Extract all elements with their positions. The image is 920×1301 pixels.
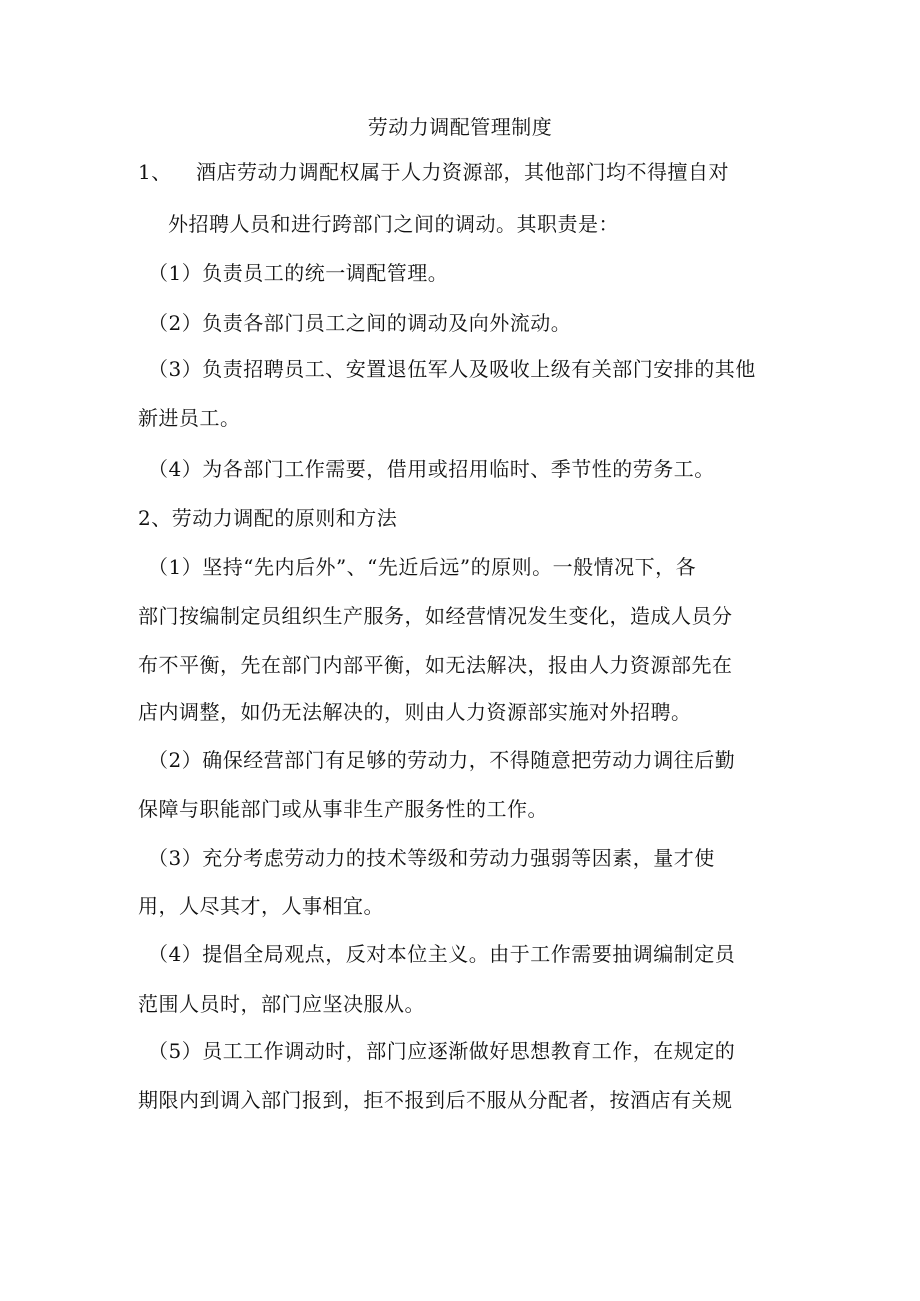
section-2-line-9: （4）提倡全局观点，反对本位主义。由于工作需要抽调编制定员	[148, 942, 736, 966]
section-1-item-4: （4）为各部门工作需要，借用或招用临时、季节性的劳务工。	[148, 457, 715, 481]
section-2-line-6: 保障与职能部门或从事非生产服务性的工作。	[138, 797, 548, 821]
section-1-number: 1、	[138, 160, 172, 184]
section-2-line-11: （5）员工工作调动时，部门应逐渐做好思想教育工作，在规定的	[148, 1039, 736, 1063]
section-2-line-12: 期限内到调入部门报到，拒不报到后不服从分配者，按酒店有关规	[138, 1088, 733, 1112]
section-1-heading-line-2: 外招聘人员和进行跨部门之间的调动。其职责是：	[168, 212, 619, 236]
section-1-heading-line-1: 酒店劳动力调配权属于人力资源部，其他部门均不得擅自对	[196, 160, 729, 184]
section-2-line-2: 部门按编制定员组织生产服务，如经营情况发生变化，造成人员分	[138, 604, 733, 628]
document-title: 劳动力调配管理制度	[367, 115, 553, 139]
section-2-line-10: 范围人员时，部门应坚决服从。	[138, 992, 425, 1016]
section-1-item-3: （3）负责招聘员工、安置退伍军人及吸收上级有关部门安排的其他	[148, 357, 756, 381]
section-2-line-8: 用，人尽其才，人事相宜。	[138, 894, 384, 918]
section-2-line-3: 布不平衡，先在部门内部平衡，如无法解决，报由人力资源部先在	[138, 653, 733, 677]
section-2-line-7: （3）充分考虑劳动力的技术等级和劳动力强弱等因素，量才使	[148, 846, 715, 870]
section-1-item-1: （1）负责员工的统一调配管理。	[148, 261, 449, 285]
section-2-line-5: （2）确保经营部门有足够的劳动力，不得随意把劳动力调往后勤	[148, 748, 736, 772]
section-2-line-4: 店内调整，如仍无法解决的，则由人力资源部实施对外招聘。	[138, 700, 692, 724]
section-1-item-3-continued: 新进员工。	[138, 406, 241, 430]
section-2-line-1: （1）坚持“先内后外”、“先近后远”的原则。一般情况下，各	[148, 555, 697, 579]
section-1-item-2: （2）负责各部门员工之间的调动及向外流动。	[148, 311, 572, 335]
section-2-heading: 2、劳动力调配的原则和方法	[138, 506, 398, 530]
